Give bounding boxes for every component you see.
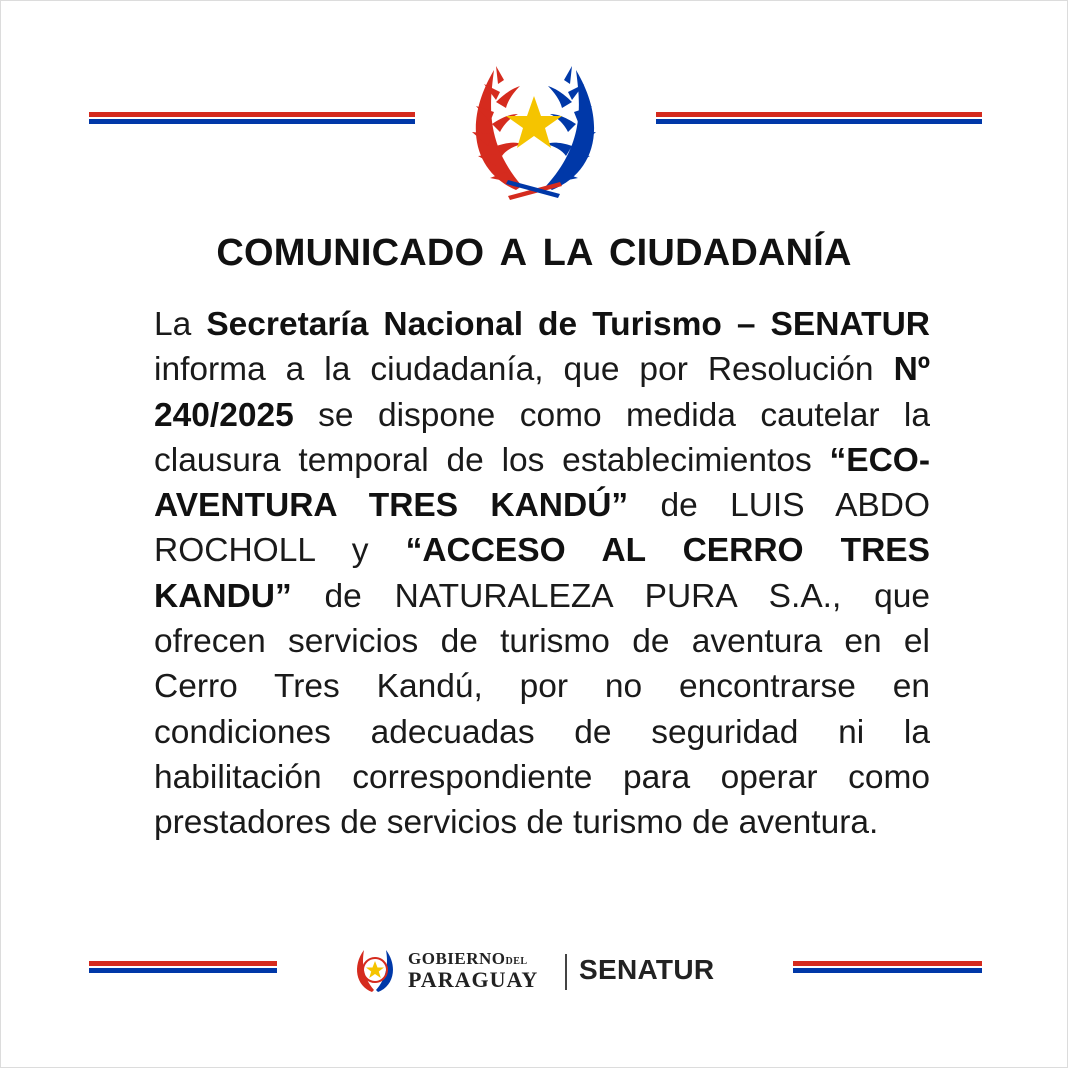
footer-divider [565, 954, 567, 990]
flag-stripe-bottom-right [793, 961, 982, 980]
body-bold-run: “ACCESO AL CERRO TRES KANDU” [154, 532, 930, 615]
body-text-run: de NATURALEZA PURA S.A., que ofrecen servicios de turismo de aventura en el Cerro Tres Kandú, por no encontrarse en condiciones adecuadas de seguridad ni la habilitación correspondiente para operar como prestadores de servicios de turismo de aventura. [154, 577, 930, 842]
page-title: COMUNICADO A LA CIUDADANÍA [216, 232, 852, 274]
flag-stripe-bottom-left [89, 961, 277, 980]
senatur-wordmark: SENATUR [579, 954, 715, 985]
body-bold-run: Secretaría Nacional de Turismo – SENATUR [206, 306, 930, 343]
gov-line2: PARAGUAY [408, 967, 539, 992]
paraguay-coat-of-arms-icon [352, 946, 398, 994]
body-text-run: informa a la ciudadanía, que por Resolución [154, 351, 894, 389]
flag-stripe-top-left [89, 112, 415, 131]
body-bold-run: “ECO-AVENTURA TRES KANDÚ” [154, 441, 930, 525]
gov-line1: GOBIERNO [408, 949, 506, 968]
paraguay-coat-of-arms-icon [456, 62, 612, 200]
flag-stripe-top-right [656, 112, 982, 131]
body-text-run: La [154, 306, 207, 343]
gov-line1-small: DEL [505, 956, 528, 967]
body-text-run: se dispone como medida cautelar la clausura temporal de los establecimientos [154, 396, 930, 479]
body-bold-run: Nº 240/2025 [154, 351, 930, 434]
announcement-body [154, 302, 930, 846]
body-text-run: de LUIS ABDO ROCHOLL y [154, 487, 931, 570]
gobierno-del-paraguay-wordmark [408, 950, 538, 991]
